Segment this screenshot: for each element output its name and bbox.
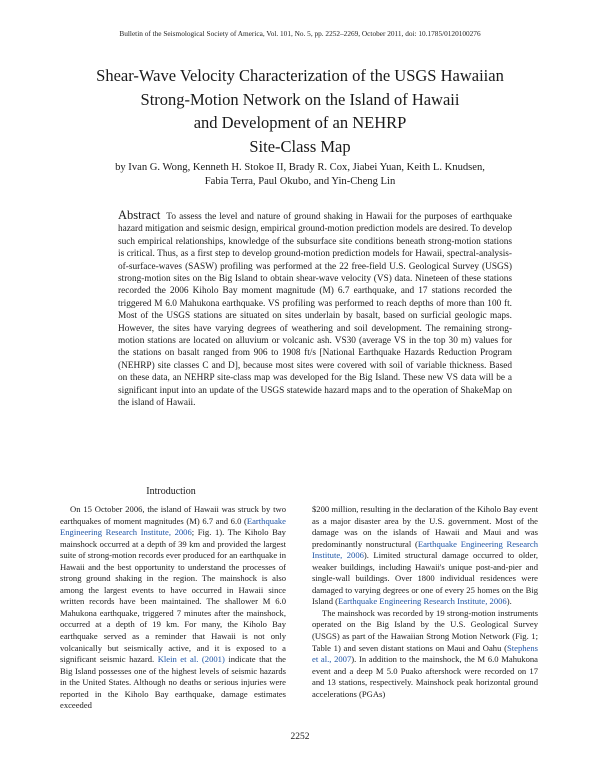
title-line: Shear-Wave Velocity Characterization of the USGS Hawaiian — [96, 66, 504, 85]
body-text: On 15 October 2006, the island of Hawaii was struck by two earthquakes of moment magnitudes (M) 6.7 and 6.0 ( — [60, 504, 286, 526]
running-head: Bulletin of the Seismological Society of America, Vol. 101, No. 5, pp. 2252–2269, October 2011, doi: 10.1785/0120100276 — [119, 29, 481, 38]
abstract-text: To assess the level and nature of ground shaking in Hawaii for the purposes of earthquake hazard mitigation and seismic design, empirical ground-motion prediction models are desired. To develop such empirical relationships, knowledge of the subsurface site conditions beneath strong-motion stations is critical. Thus, as a first step to develop ground-motion prediction models for Hawaii, spectral-analysis-of-surface-waves (SASW) profiling was performed at the 22 free-field U.S. Geological Survey (USGS) strong-motion sites on the Big Island to obtain shear-wave velocity (VS) data. Nineteen of these stations recorded the 2006 Kiholo Bay moment magnitude (M) 6.7 earthquake, and 17 stations recorded the triggered M 6.0 Mahukona earthquake. VS profiling was performed to reach depths of more than 100 ft. Most of the USGS stations are situated on sites underlain by basalt, based on surficial geologic maps. However, the sites have varying degrees of weathering and soil development. The remaining strong-motion stations are located on alluvium or volcanic ash. VS30 (average VS in the top 30 m) values for the stations on basalt ranged from 906 to 1908 ft/s [National Earthquake Hazards Reduction Program (NEHRP) site classes C and D], because most sites were covered with soil of variable thickness. Based on these data, an NEHRP site-class map was developed for the Big Island. These new VS data will be a significant input into an update of the USGS statewide hazard maps and to the operation of ShakeMap on the island of Hawaii. — [118, 212, 513, 409]
paper-title — [40, 64, 560, 158]
citation-link[interactable]: Klein et al. (2001) — [157, 654, 225, 665]
author-line: by Ivan G. Wong, Kenneth H. Stokoe II, Brady R. Cox, Jiabei Yuan, Keith L. Knudsen, — [115, 162, 485, 173]
title-line: Site-Class Map — [249, 136, 351, 156]
citation-link[interactable]: Earthquake Engineering Research Institute, 2006 — [60, 515, 286, 538]
author-list — [50, 161, 550, 189]
paragraph — [60, 504, 286, 712]
section-heading-introduction: Introduction — [146, 486, 196, 497]
abstract — [118, 209, 512, 410]
body-column-right — [312, 504, 538, 700]
body-text: The mainshock was recorded by 19 strong-motion instruments operated on the Big Island by the U.S. Geological Survey (USGS) as part of the Hawaiian Strong Motion Network (Fig. 1; Table 1) and seven distant stations on Maui and Oahu ( — [312, 607, 538, 653]
body-column-left — [60, 504, 286, 712]
body-text: ). In addition to the mainshock, the M 6.0 Mahukona event and a deep M 5.0 Puako aftershock were recorded on 17 and 13 stations, respectively. Mainshock peak horizontal ground accelerations (PGAs) — [312, 654, 538, 699]
abstract-label: Abstract — [118, 208, 161, 222]
paragraph — [312, 608, 538, 700]
body-text: $200 million, resulting in the declaration of the Kiholo Bay event as a major disaster area by the U.S. government. Most of the damage was on the islands of Hawaii and Maui and was predominantly nonstructural ( — [312, 504, 538, 549]
citation-link[interactable]: Earthquake Engineering Research Institute, 2006 — [312, 538, 539, 561]
title-line: and Development of an NEHRP — [193, 113, 407, 132]
body-text: ). Limited structural damage occurred to older, weaker buildings, including Hawaii's unique post-and-pier and single-wall buildings. Over 1800 individual residences were damaged to varying degrees or one of every 25 homes on the Big Island ( — [312, 550, 538, 607]
author-line: Fabia Terra, Paul Okubo, and Yin-Cheng Lin — [204, 176, 396, 187]
title-line: Strong-Motion Network on the Island of Hawaii — [140, 89, 460, 109]
paragraph — [312, 504, 538, 608]
body-text: ; Fig. 1). The Kiholo Bay mainshock occurred at a depth of 39 km and provided the largest suite of strong-motion records ever produced for an earthquake in Hawaii and the best opportunity to understand the processes of strong ground shaking in the region. The mainshock is also among the largest events to have occurred in Hawaii since written records have been maintained. The shallower M 6.0 Mahukona earthquake, triggered 7 minutes after the mainshock, occurred at a depth of 19 km. For many, the Kiholo Bay earthquake served as a reminder that Hawaii is not only volcanically but seismically active, and it is exposed to a significant seismic hazard. — [60, 527, 286, 665]
citation-link[interactable]: Earthquake Engineering Research Institute, 2006 — [338, 596, 507, 607]
citation-link[interactable]: Stephens et al., 2007 — [312, 642, 538, 665]
page-number: 2252 — [290, 732, 310, 742]
body-text: indicate that the Big Island possesses one of the highest levels of seismic hazards in the United States. Although no deaths or serious injuries were reported in the Kiholo Bay earthquake, damage estimates exceeded — [60, 654, 286, 711]
body-text: ). — [506, 596, 512, 607]
